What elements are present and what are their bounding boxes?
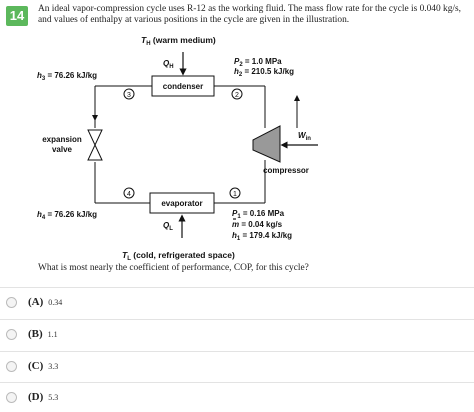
cold-space-label: $T_L$ (cold, refrigerated space) [122, 250, 235, 262]
option-b-value: 1.1 [47, 329, 58, 339]
option-d-letter: (D) [28, 391, 44, 403]
question-text: An ideal vapor-compression cycle uses R-12 as the working fluid. The mass flow rate for the cycle is 0.040 kg/s, and values of enthalpy at various positions in the cycle are given in the illustration. [38, 4, 461, 25]
evaporator-label: evaporator [161, 199, 203, 208]
option-d-value: 5.3 [48, 392, 59, 402]
option-d-radio[interactable] [6, 392, 17, 403]
p1-label: $P_1 = 0.16$ MPa [232, 209, 285, 220]
h3-label: $h_3 = 76.26$ kJ/kg [37, 71, 98, 82]
option-d[interactable] [6, 388, 58, 406]
cycle-lines [95, 86, 265, 203]
question-prompt: What is most nearly the coefficient of performance, COP, for this cycle? [38, 263, 309, 273]
divider [0, 351, 474, 352]
ql-label: $Q_L$ [163, 221, 173, 232]
win-label: $W_{in}$ [298, 131, 311, 142]
state-1-number: 1 [233, 191, 237, 198]
option-c-radio[interactable] [6, 361, 17, 372]
qh-label: $Q_H$ [163, 59, 174, 70]
option-a-value: 0.34 [48, 297, 63, 307]
compressor-label: compressor [263, 166, 309, 175]
option-c-letter: (C) [28, 360, 44, 372]
option-c-value: 3.3 [48, 361, 59, 371]
p2-label: $P_2 = 1.0$ MPa [234, 57, 282, 68]
state-4-number: 4 [127, 191, 131, 198]
warm-medium-label: $T_H$ (warm medium) [141, 35, 216, 47]
condenser-label: condenser [162, 82, 204, 91]
divider [0, 287, 474, 288]
state-3-number: 3 [127, 92, 131, 99]
option-a-letter: (A) [28, 296, 44, 308]
divider [0, 319, 474, 320]
expansion-valve-label-line2: valve [51, 145, 73, 154]
option-b-radio[interactable] [6, 329, 17, 340]
option-a-radio[interactable] [6, 297, 17, 308]
h1-label: $h_1 = 179.4$ kJ/kg [232, 231, 293, 242]
mdot-label: m = 0.04 kg/s [232, 220, 283, 229]
option-b-letter: (B) [28, 328, 43, 340]
expansion-valve-symbol [88, 130, 102, 160]
state-2-number: 2 [235, 92, 239, 99]
divider [0, 382, 474, 383]
question-number-badge: 14 [6, 6, 28, 26]
option-a[interactable] [6, 293, 62, 311]
vapor-compression-cycle-diagram [0, 28, 474, 264]
option-c[interactable] [6, 357, 58, 375]
h2-label: $h_2 = 210.5$ kJ/kg [234, 67, 295, 78]
h4-label: $h_4 = 76.26$ kJ/kg [37, 210, 98, 221]
option-b[interactable] [6, 325, 58, 343]
compressor-symbol [253, 126, 280, 162]
expansion-valve-label-line1: expansion [42, 135, 82, 144]
